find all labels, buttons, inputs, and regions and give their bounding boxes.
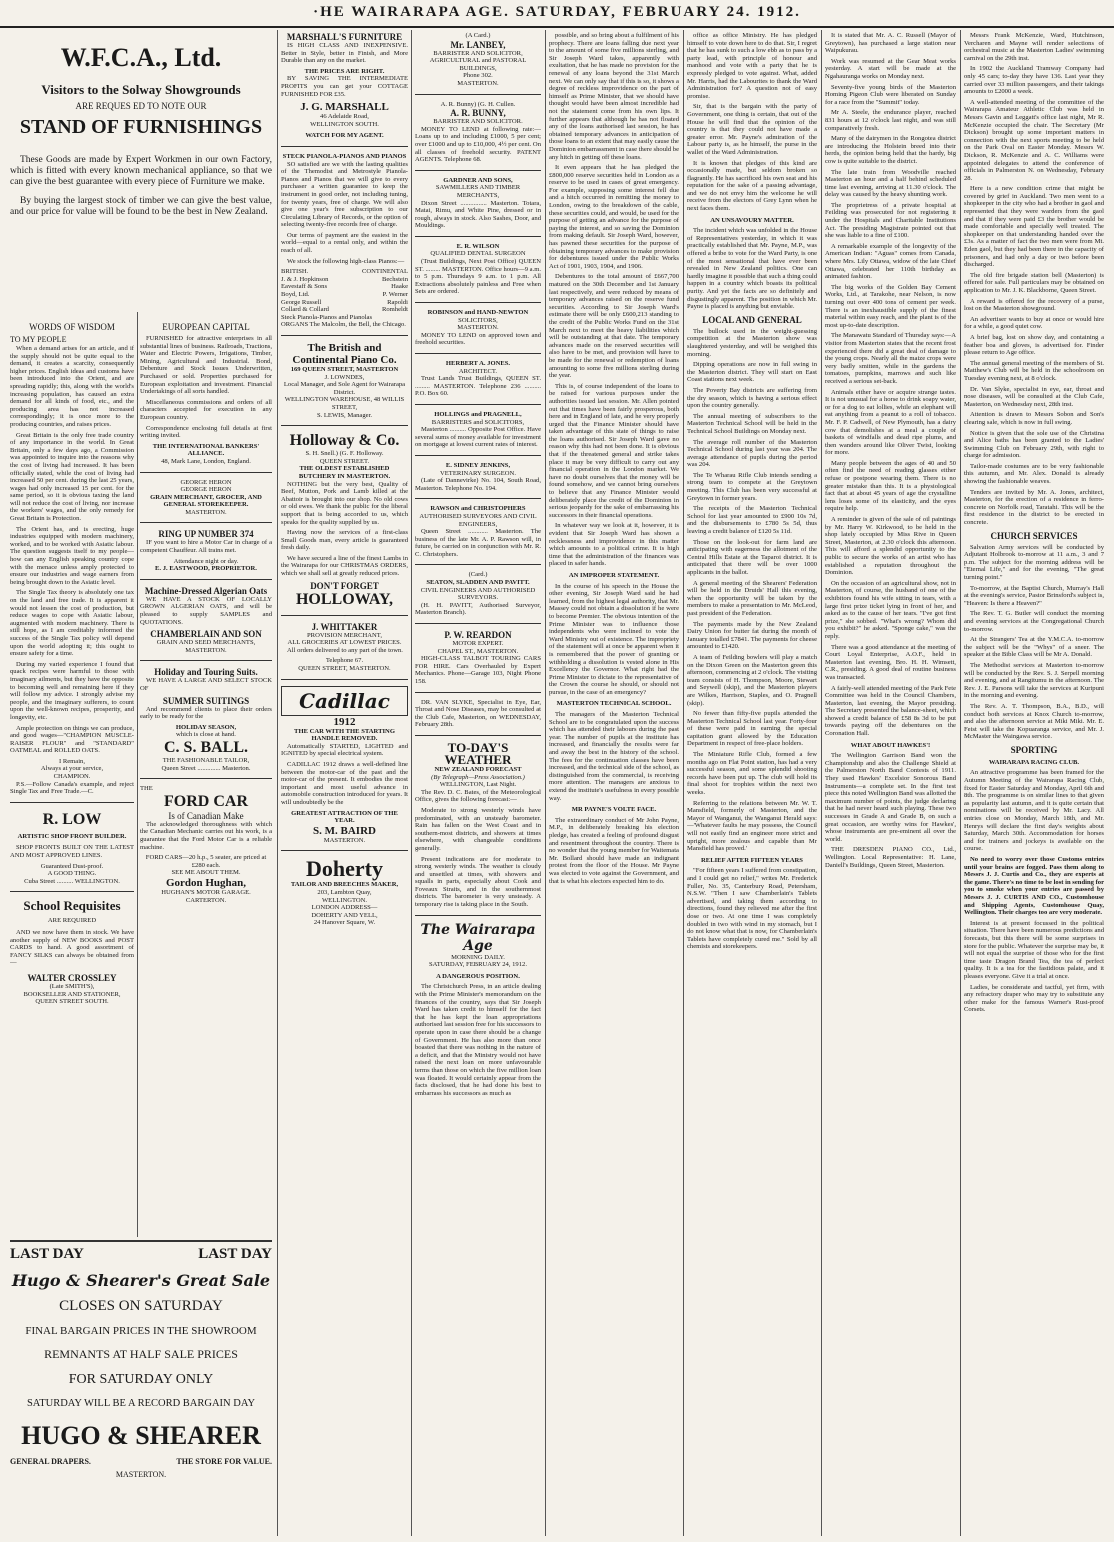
ford-see: SEE ME ABOUT THEM. [171,869,241,877]
piano-british: Boyd, Ltd. [281,291,310,299]
bunny: A. R. BUNNY, [450,108,506,119]
weather-p1: The Rev. D. C. Bates, of the Meteorological Office, gives the following forecast:— [415,788,541,804]
piano-continental: Rapoldi [387,298,408,306]
rawson-trade: AUTHORISED SURVEYORS AND CIVIL ENGINEERS, [419,512,537,528]
column-5 [549,32,679,1534]
c7-p12: Many people between the ages of 40 and 50 often find the need of reading glasses either refuse or postpone wearing them. There is no greater mistake than this. It is a physiological fact that at about 45 years of age the crystalline lens loses some of its elasticity, and the eyes require help. [825,459,956,513]
marshall-right: THE PRICES ARE RIGHT. [304,67,385,75]
unsavoury-title: AN UNSAVOURY MATTER. [710,216,794,224]
column-rule [683,30,684,1536]
piano-british: George Russell [281,298,322,306]
c8-p4: Here is a new condition crime that might be covered by grief in Auckland. Two men went to a shopkeeper in the city who had a brother in gaol and represented that they were warders from the gaol and that if they were paid £3 the brother would be made comfortable and specially well treated. The shopkeeper on that understanding handed over the £3s. As a matter of fact the two men were from Mt. Eden gaol, but they had been there in the capacity of prisoners, and had only a day or two before been discharged. [964,185,1104,269]
hughan-trade: HUGHAN'S MOTOR GARAGE. [161,888,251,896]
interest-p: Interest is at present focussed in the political situation. There have been numerous predictions and forecasts, but this there will be some surprises in store for the public. Whatever the surprise may be, it will not equal the surprise of those who for the first time taste Dragon Brand Tea, the tea of perfect quality. It is a tea for the fastidious palate, and it pleases everyone. Give it a trial at once. [964,919,1104,980]
paper-date: SATURDAY, FEBRUARY 24, 1912. [429,961,527,969]
seaton-card: (Card.) [468,571,488,579]
heron-1: GEORGE HERON [180,478,232,486]
local-p8: Those on the look-out for farm land are anticipating with eagerness the allotment of the Central Hills Estate at the Taparoi district. It is anticipated that there will be over 1000 applicants in the ballot. [687,538,817,576]
worry-p: No need to worry over those Customs entries until your brains are fogged. Pass them along to Messrs J. J. Curtis and Co., they are experts at the game. There's no time to be lost in sending for you to smoke when your entries are passed by Messrs J. J. CURTIS AND CO., Customhouse and Shipping Agents, Customhouse Quay, Wellington. Their charges too are very moderate. [964,856,1104,917]
words-salute: TO MY PEOPLE [10,335,67,344]
euro-bankers: THE INTERNATIONAL BANKERS' ALLIANCE. [152,442,260,458]
ladies-p: Ladies, be considerate and tactful, yet firm, with any refractory draper who may try to substitute any other make for the famous Warner's Rust-proof Corsets. [964,983,1104,1014]
local-p4: The annual meeting of subscribers to the Masterton Technical School will be held in the Technical School Buildings on Monday next. [687,412,817,435]
piano-row [281,276,408,284]
c5-p4: This is, of course independent of the loans to be raised for various purposes under the authorities issued last session. Mr. Allen pointed out that times have been fairly prosperous, both here and in England of late, and he very properly urged that the Finance Minister should have taken advantage of this state of things to raise the loans authorised. Sir Joseph Ward gave no reason why this had not been done. It is obvious that if the threatened general and strike takes place it may be very difficult to carry out any financial operation in the London market. We have no doubt ourselves that the money will be found somehow, and we cannot bring ourselves to believe that any Finance Minister would deliberately place the credit of the Dominion in serious jeopardy for the sake of embarrassing his successors in their financial operations. [549,382,679,519]
reardon-trade: MOTOR EXPERT. [452,640,504,648]
c5-p1: possible, and so bring about a fulfilment of his prophecy. There are loans falling due next year to the amount of some five millions sterling, and Sir Joseph Ward takes, apparently with exultation, that he has made no provision for the renewal of any loans beyond the 31st March next. We can only say that if this is so, it shows a degree of reckless improvidence on the part of himself as Prime Minister, that we should have thought would have been almost incredible had not the statement come from his own lips. It further appears that although he has not floated any of the loans authorised last session, he has obtained temporary advances in anticipation of those loans to an extent that may easily cause the Dominion embarrassment in case there should be any hitch in getting off these loans. [549,32,679,161]
reardon: P. W. REARDON [444,630,512,641]
words-p3: The Orient has, and is erecting, huge industries equipped with modern machinery, worked, and to be worked with Asiatic labour. The question suggests itself to my people— how can any English speaking country cope with the menace unless amply protected to ensure our industries and wage earners from being brought down to the Asiatic level. [10,525,134,586]
summer: SUMMER SUITINGS [162,695,250,706]
bcp-lowndes: J. LOWNDES, [324,373,365,381]
saturday-only: FOR SATURDAY ONLY [68,1372,214,1387]
local-p10: The payments made by the New Zealand Dairy Union for butter fat during the month of January totalled £7841. The payments for cheese amounted to £1420. [687,620,817,651]
seaton-trade: CIVIL ENGINEERS AND AUTHORISED SURVEYORS. [420,586,536,602]
paper-name: The Wairarapa Age [420,921,536,954]
rlow-title: R. LOW [42,810,102,828]
piano-continental: Bechstein [381,275,408,283]
hawkes-p: The Wellington Garrison Band won the Championship and also the Challenge Shield at the Palmerston North Band Contests of 1911. They used Hawkes' Excelsior Sonorous Band Instruments—a complete set. In the first test piece this noted Wellington Band was allotted the maximum number of points, the judge declaring that he had never heard such playing. These two successes in Grade A and Grade B, on such a great occasion, are worthy wins for Hawkes', whose instruments are pre-eminent all over the world. [825,752,956,843]
eastwood: E. J. EASTWOOD, PROPRIETOR. [155,565,257,573]
wilson-trade: QUALIFIED DENTAL SURGEON [430,250,526,258]
church-p5: The Methodist services at Masterton to-morrow will be conducted by the Rev. S. J. Serpell morning and evening, and at Rangitumu in the afternoon. The Rev. J. E. Parsons will take the services at Kuripuni in the morning and evening. [964,661,1104,700]
holloway-p: NOTHING but the very best, Quality of Beef, Mutton, Pork and Lamb killed at the Abattoir is brought into our shop. No old cows or old ewes. We thank the public for the liberal support that is being accorded to us, which speaks for the quality supplied by us. [281,480,408,526]
doherty-london: LONDON ADDRESS— [311,904,378,912]
payne-title: MR PAYNE'S VOLTE FACE. [571,806,657,814]
whittaker-tel: Telephone 67. [325,657,364,665]
ring-note: Attendance night or day. [173,557,239,565]
marshall-addr: 46 Adelaide Road, [320,113,369,121]
doherty-addr: 203, Lambton Quay, [317,888,372,896]
school-p: AND we now have them in stock. We have another supply of NEW BOOKS and POST CARDS to hand. A good assortment of FANCY SILKS can always be obtained from— [10,929,134,967]
euro-p2: Miscellaneous commissions and orders of all characters accepted for execution in any European country. [140,398,272,421]
close: which is close at hand. [176,731,236,739]
doherty-town: WELLINGTON. [321,896,368,904]
holiday-season: HOLIDAY SEASON, [175,723,237,731]
lanbey-phone: Phone 302. [463,72,493,80]
sidney-trade: VETERINARY SURGEON. [440,469,516,477]
column-6 [687,32,817,1534]
last-day-left: LAST DAY [10,1246,84,1262]
ball-trade: THE FASHIONABLE TAILOR, [162,756,250,764]
school-title: School Requisites [23,898,121,914]
mts-p: The managers of the Masterton Technical School are to be congratulated upon the success which has attended their labours during the past year. The number of pupils at the institute has increased, and financially the results were far and away the best in the history of the school. The fees for the continuation classes have been increased, and the technical side of the school, as distinguished from the commercial, is receiving more attention. The managers are anxious to extend the institute's usefulness in every possible way. [549,711,679,802]
column-3 [281,32,408,1534]
gardner-trade: SAWMILLERS AND TIMBER MERCHANTS, [435,184,521,199]
wilson: E. R. WILSON [456,242,500,250]
bcp-local: Local Manager, and Sole Agent for Wairarapa District. [283,381,406,396]
marshall-agent: WATCH FOR MY AGENT. [305,132,384,140]
hawkes-title: WHAT ABOUT HAWKES'! [850,741,931,749]
wfca-stand: STAND OF FURNISHINGS [19,116,263,138]
c5-p2: It even appears that he has pledged the £800,000 reserve securities held in London as a reserve to be used in cases of great emergency. For example, supposing some interest fell due and a hitch occurred in remitting the money to London, owing to the breakdown of the cable, these securities could, and would, be used for the purpose of getting an advance for the purpose of paying the interest, and so saving the Dominion from making default. Sir Joseph Ward, however, has pawned these securities for the purpose of obtaining temporary advances to make provision for debentures issued under the Public Works Act of 1901, 1903, 1904, and 1906. [549,164,679,270]
weather-press: (By Telegraph—Press Association.) [431,773,525,781]
robinson: ROBINSON and HAND-NEWTON [427,309,529,317]
sporting-title: SPORTING [1010,744,1058,755]
whittaker-orders: All orders delivered to any part of the town. [287,646,403,654]
gardner-p: Dixon Street ................ Masterton. Totara, Matai, Rimu, and White Pine, dressed or in rough, always in stock. Also Sashes, Door, and Mouldings. [415,199,541,230]
column-rule [137,312,138,1237]
hollings: HOLLINGS and PRAGNELL, [434,410,522,418]
lanbey: Mr. LANBEY, [450,39,506,50]
hugo-name: HUGO & SHEARER [21,1421,261,1450]
school-sub: ARE REQUIRED [47,917,97,925]
racing-p: An attractive programme has been framed for the Autumn Meeting of the Wairarapa Racing Club, fixed for Easter Saturday and Monday, April 6th and 8th. The programme is on similar lines to that given as popularity last autumn, and it is quite certain that nominations will be received by Mr. Lacy. All entries close on Monday, March 18th, and Mr. Henrys will declare the first day's weights about Saturday, March 30th. Accommodation for horses and for trainers and jockeys is available on the course. [964,769,1104,853]
c7-p15: There was a good attendance at the meeting of Court Loyal Enterprise, A.O.F., held in Masterton last evening, Bro. H. H. Wimsett, C.R., presiding. A good deal of routine business was transacted. [825,643,956,681]
piano-continental: Haake [391,283,408,291]
piano-continental: P. Werner [382,291,408,299]
c7-p11: Animals either have or acquire strange tastes. It is not unusual for a horse to drink soapy water, or for a dog to eat lollies, while an elephant will eat anything from a peanut to a roll of tobacco. Mr. F. P. Cadwell, of New Plymouth, has a dairy cow that demolishes at a meal a couple of baskets of windfalls and dead ripe plums, and then wanders around like Oliver Twist, looking for more. [825,388,956,457]
church-p1: Salvation Army services will be conducted by Adjutant Holbrook to-morrow at 11 a.m., 3 and 7 p.m. The subject for the morning address will be "Eternal Life," and for the evening, "The great turning point." [964,543,1104,581]
weather-title: TO-DAY'S WEATHER [444,739,512,767]
rlow-p: SHOP FRONTS BUILT ON THE LATEST AND MOST APPROVED LINES. [10,844,134,860]
bcp-lewis: S. LEWIS, Manager. [316,411,373,419]
local-p3: The Poverty Bay districts are suffering from the dry season, which is having a serious effect upon the country generally. [687,386,817,410]
words-title: WORDS OF WISDOM [29,322,115,332]
c7-p8: A remarkable example of the longevity of the American Indian: "Aguas" comes from Canada, where Mrs. Lily Ottawa, widow of the late Chief Ottawa, celebrated her 110th birthday as animated fashion. [825,242,956,281]
hollings-p: Masterton .......... Opposite Post Office. Have several sums of money available for investment on mortgage at lowest current rates of interest. [415,426,541,449]
holloway-street: QUEEN STREET. [319,457,370,465]
words-ps: P.S.—Follow Canada's example, and reject Single Tax and Free Trade.—C. [10,780,134,796]
bcp-warehouse: WELLINGTON WAREHOUSE, 48 WILLIS STREET, [284,396,405,411]
crossley-trade: BOOKSELLER AND STATIONER, [23,990,121,998]
card: (A Card.) [465,32,491,39]
c7-p10: The Manawatu Standard of Thursday says:—A visitor from Masterton states that the recent frost experienced there did a great deal of damage to the young crops. Nearly all the maize crops were very badly smitten, while in the gardens the tomatoes, pumpkins, marrows and such like received a serious set-back. [825,332,956,385]
marshall-town: WELLINGTON SOUTH. [310,120,379,128]
church-p4: At the Strangers' Tea at the Y.M.C.A. to-morrow the subject will be the "Whys" of a sneer. The speaker at the Bible Class will be Mr A. Donald. [964,636,1104,659]
words-p4: The Single Tax theory is absolutely one tax on the land and free trade. It is apparent it would not lessen the cost of production, but reduce wages to cope with Asiatic labour, augmented with modern machinery. There is still hope, as I am creditably informed the success of the Single Tax policy will depend upon the world adopting it; this ought to ensure safety for a time. [10,589,134,658]
jones-trade: ARCHITECT. [458,367,498,375]
unsavoury-p: The incident which was unfolded in the House of Representatives yesterday, in which it was practically established that Mr. Payne, M.P., was offered a bribe to vote for the Ward Party, is one of the most sensational that have ever been revealed in New Zealand politics. One can hardly imagine it possible that such a thing could happen in a country which boasts its political purity. And yet the facts are so definitely and disgustingly apparent. The position in which Mr. Payne is placed is anything but enviable. [687,227,817,311]
closes: CLOSES ON SATURDAY [59,1298,223,1314]
local-p13: The Miniature Rifle Club, formed a few months ago on Flat Point station, has had a very successful season, and some splendid shooting records have been put up. The club will hold its final shoot for trophies within the next two weeks. [687,751,817,797]
holloway-big: HOLLOWAY, [295,590,394,608]
wfca-p2: By buying the largest stock of timber we can give the best value, and our price for value will be found to be the best in New Zealand. [10,196,272,217]
church-p3: The Rev. T. G. Butler will conduct the morning and evening services at the Congregational Church to-morrow. [964,610,1104,633]
piano-british: Eavestaff & Sons [281,283,328,291]
c7-p3: Seventy-five young birds of the Masterton Homing Pigeon Club were liberated on Sunday for a race from the "Summit" today. [825,83,956,106]
column-2 [140,318,272,1237]
bunny-trade: BARRISTER AND SOLICITOR. [433,118,523,126]
ball: C. S. BALL. [163,738,249,756]
holloway-names: S. H. Snell.) (G. F. Holloway. [305,450,384,458]
church-p6: The Rev. A. T. Thompson, B.A., B.D., will conduct both services at Knox Church to-morrow, and also the afternoon service at Miki Miki. Mr. E. Feist will take the Kopuaranga service, and Mr. J. McMaster the Waingawa service. [964,702,1104,741]
marshall-title: MARSHALL'S FURNITURE [286,32,403,42]
seaton: SEATON, SLADDEN AND PAVITT. [426,579,530,587]
crossley-late: (Late SMITH'S), [49,982,95,990]
rlow-thing: A GOOD THING. [47,870,97,878]
wfca-advert [10,32,272,307]
hawkes-agent: THE DRESDEN PIANO CO., Ltd., Wellington. Local Representative: H. Lane, Daniell's Buildings, Queen Street, Masterton. [825,846,956,869]
local-p1: The bullock used in the weight-guessing competition at the Masterton show was slaughtered yesterday, and will be weighed this morning. [687,327,817,358]
c8-p9: The annual general meeting of the members of St. Matthew's Club will be held in the schoolroom on Tuesday evening next, at 8 o'clock. [964,359,1104,382]
local-p6: The Te Wharau Rifle Club intends sending a strong team to compete at the Greytown meeting. This Club has been very successful at Greytown in former years. [687,471,817,502]
c6-p2: Sir, that is the bargain with the party of Government, one thing is certain, that out of the House he will find that the opinion of the country is that they could not have made a greater error. Mr. Payne's admiration of the Labour party is, as he himself, the purse in the wallet of the Ward Administration. [687,103,817,156]
rlow-g: Guaranteed Dust-proof. [40,862,104,870]
lanbey-town: MASTERTON. [457,79,499,87]
c8-p6: A reward is offered for the recovery of a purse, lost on the Masterton showground. [964,297,1104,313]
robinson-town: MASTERTON. [457,324,499,332]
column-rule [411,30,412,1536]
robinson-p: MONEY TO LEND on approved town and freehold securities. [415,331,541,347]
c7-p1: It is stated that Mr. A. C. Russell (Mayor of Greytown), has purchased a large station near Waipukurau. [825,32,956,55]
wfca-req: ARE REQUES ED TO NOTE OUR [75,101,207,111]
church-p2: To-morrow, at the Baptist Church, Murray's Hall at the evening's service, Pastor Brinsford's subject is, "Heaven: Is there a Heaven?" [964,584,1104,607]
steck-p: SO satisfied are we with the lasting qualities of the Themodist and Metrostyle Pianola-Pianos and Pianos that we will give to every purchaser a written guarantee to keep the instrument in good order, not including tuning, for twenty years, free of charge. We will also give one year's free subscription to our Circulating Library of Records, or the option of selecting twenty-five records free of charge. [281,160,408,229]
c8-p2: In 1902 the Auckland Tramway Company had only 45 cars; to-day they have 136. Last year they carried over 33 million passengers, and their takings amounts to £2000 a week. [964,65,1104,96]
local-p9: A general meeting of the Shearers' Federation will be held in the Druids' Hall this evening, when the opportunity will be taken by the members to make a presentation to Mr. McLeod, past president of the Federation. [687,579,817,617]
record: SATURDAY WILL BE A RECORD BARGAIN DAY [26,1398,256,1409]
c8-p13: Tailor-made costumes are to be very fashionable this autumn, and Mr. Alex. Donald is already showing the fashionable weaves. [964,462,1104,486]
c7-p9: The big works of the Golden Bay Cement Works, Ltd., at Tarakohe, near Nelson, is now turning out over 400 tons of cement per week. There is an inexhaustible supply of the finest material within easy reach, and the plant is of the most up-to-date description. [825,283,956,329]
wfca-p1: These Goods are made by Expert Workmen in our own Factory, which is fitted with every known mechanical appliance, so that we can give the best guarantee with every piece of Furniture we make. [10,155,272,187]
baird: S. M. BAIRD [313,824,376,837]
reardon-p: HIGH-CLASS TALBOT TOURING CARS FOR HIRE. Cars Overhauled by Expert Mechanics. Phone—Garage 103, Night Phone 158. [415,655,541,685]
piano-continental: Romheldt [381,306,408,314]
summer-p2: And recommend clients to place their orders early to be ready for the [140,705,272,721]
words-p2: Great Britain is the only free trade country of any importance in the world. In Great Britain, only a few days ago, a Commission was appointed to inquire into the reasons why the cost of living had increased. It has been officially stated, while the cost of living had increased 50 per cent. during the last 25 years, wages had only increased 15 per cent. for the same period, so it is obvious taxing the land will not reduce the cost of living, nor increase the workers' wages, and the only remedy for Great Britain is Protection. [10,431,134,523]
oats-title: Machine-Dressed Algerian Oats [144,585,268,596]
steck-cont: CONTINENTAL [362,268,408,276]
piano-row [281,291,408,299]
words-p5: During my varied experience I found that quack recipes were harmful to those with imaginary ailments, but they have the opposite to becoming well and remaining here if they will follow my advice. I strongly advise my people, and the imaginary sufferers, to count upon the well-known recipes, prosperity, and longevity, etc. [10,660,134,721]
seaton-p: (H. H. PAVITT, Authorised Surveyor, Masterton Branch). [415,601,541,617]
cadillac-logo: Cadillac [281,686,408,716]
steck-brit: BRITISH. [281,268,309,276]
column-8 [964,32,1104,1534]
chamberlain-town: MASTERTON. [185,646,227,654]
c7-p5: Many of the dairymen in the Rongotea district are introducing the Holstein breed into their herds, the opinion being held that the hardy, big cow is quite suitable to the district. [825,135,956,165]
heron-2: GEORGE HERON [180,486,232,494]
forget: DON'T FORGET [310,580,379,591]
euro-p3: Correspondence enclosing full details at first writing invited. [140,424,272,440]
ford-the: THE [140,785,153,793]
column-7 [825,32,956,1534]
c8-p1: Messrs Frank McKenzie, Ward, Hutchinson, Vercharen and Mayne will render selections of orchestral music at the Masterton Ladies' swimming carnival on the 29th inst. [964,32,1104,62]
cadillac-year: 1912 [333,715,356,728]
jones: HERBERT A. JONES. [445,360,511,367]
c8-p10: Dr. Van Slyke, specialist in eye, ear, throat and nose diseases, will be consulted at the Club Cafe, Masterton, on Wednesday next, 28th inst. [964,385,1104,408]
crossley-addr: QUEEN STREET SOUTH. [35,998,109,1006]
reardon-street: CHAPEL ST., MASTERTON. [437,647,519,655]
masthead: ·HE WAIRARAPA AGE. SATURDAY, FEBRUARY 24. 1912. [0,0,1114,28]
c8-p11: Attention is drawn to Messrs Sobon and Son's clearing sale, which is now in full swing. [964,411,1104,426]
wfca-sub: Visitors to the Solway Showgrounds [41,82,241,97]
steck-p2: Our terms of payment are the easiest in the world—equal to a rental only, and within the reach of all. [281,231,408,255]
local-title: LOCAL AND GENERAL [702,314,802,325]
gardner: GARDNER AND SONS, [443,176,513,184]
holloway-oldest: THE OLDEST ESTABLISHED BUTCHERY IN MASTERTON. [298,465,391,480]
steck-stock: We stock the following high-class Pianos:— [287,257,405,265]
weather-p3: Present indications are for moderate to strong westerly winds. The weather is cloudy and unsettled at times, with showers and squalls in parts, especially about Cook and Foveaux Straits, and in the southernmost districts. The barometer is very unsteady. A temporary rise is taking place in the South. [415,855,541,909]
ford-title: FORD CAR [164,792,248,810]
whittaker: J. WHITTAKER [311,621,378,632]
holloway-p2: Having now the services of a first-class Small Goods man, every article is guaranteed fresh daily. [281,529,408,552]
danger-title: A DANGEROUS POSITION. [436,972,520,980]
payne-p: The extraordinary conduct of Mr John Payne, M.P., in deliberately breaking his election pledge, has created a feeling of profound disgust and resentment throughout the country. There is no wonder that the young member for Waitemata Mr. Bollard should have made an indignant protest from the floor of the House. Mr Payne was elected to vote against the Government, and that is what his electors expected him to do. [549,816,679,885]
relief-p: "For fifteen years I suffered from constipation, and I could get no relief," writes Mr. Frederick Fuller, No. 35, Canterbury Road, Petersham, N.S.W. "Then I saw Chamberlain's Tablets advertised, and taking them according to directions, found they relieved me after the first dose or two. At one time I was completely doubled in two with wind in my stomach, but I do not know what that is now, for Chamberlain's Tablets have completely cured me." Sold by all chemists and storekeepers. [687,867,817,951]
bcp-title: The British and Continental Piano Co. [292,342,397,366]
remnants: REMNANTS AT HALF SALE PRICES [44,1347,238,1361]
relief-title: RELIEF AFTER FIFTEEN YEARS [701,856,803,864]
whittaker-trade: PROVISION MERCHANT, [307,631,382,639]
piano-row [281,283,408,291]
holloway-title: Holloway & Co. [289,432,400,450]
c8-p7: An advertiser wants to buy at once or would hire for a while, a good quiet cow. [964,315,1104,331]
improper-p: In the course of his speech in the House the other evening, Sir Joseph Ward said he had learned, from the highest legal authority, that Mr. Massey could not obtain a dissolution if he were to become Premier. The obvious intention of the Prime Minister was to influence those independents who were inclined to vote the Ward Ministry out of existence. The impropriety of the statement will at once be apparent when it is remembered that the power of granting or withholding a dissolution is vested alone in His Excellency the Governor. What right had the Prime Minister to dictate to the representative of the Crown the course he should, or should not pursue, in the case of an emergency? [549,582,679,696]
column-rule [277,30,278,1536]
heron-town: MASTERTON. [185,508,227,516]
column-rule [960,30,961,1536]
c8-p8: A brief bag, lost on show day, and containing a feather boa and gloves, is advertised for. Finder please return to Age office. [964,333,1104,357]
c7-p7: The proprietress of a private hospital at Feilding was prosecuted for not registering it under the Hospitals and Charitable Institutions Act. The presiding Magistrate pointed out that she was liable to a fine of £100. [825,201,956,240]
great-sale: Hugo & Shearer's Great Sale [11,1271,271,1290]
chamberlain-trade: GRAIN AND SEED MERCHANTS, [156,639,256,647]
ford-sub: Is of Canadian Make [168,810,244,821]
column-rule [545,30,546,1536]
doherty-trade: TAILOR AND BREECHES MAKER, [290,881,399,889]
euro-p1: FURNISHED for attractive enterprises in all substantial lines of business. Railroads, Tractions, Water and Electric Powers, Irrigations, Timber, Mining, Agricultural and Industrial. Bond, Debenture and Stock Issues Underwritten, Purchased or sold. Properties purchased for European exploitation and investment. Financial Undertakings of all sorts handled. [140,335,272,396]
sidney: E. SIDNEY JENKINS, [445,461,511,469]
c8-p14: Tenders are invited by Mr. A. Jones, architect, Masterton, for the erection of a residence in ferro-concrete on Norfolk road, Taratahi. This will be the first residence in the district to be erected in concrete. [964,488,1104,527]
piano-list [281,276,408,314]
cadillac-handle: THE CAR WITH THE STARTING HANDLE REMOVED. [294,727,395,743]
rlow-sub: ARTISTIC SHOP FRONT BUILDER. [17,832,127,840]
piano-row [281,299,408,307]
local-p7: The receipts of the Masterton Technical School for last year amounted to £900 10s 7d, and the disbursements to £780 5s 5d, thus leaving a credit balance of £120 5s 11d. [687,505,817,536]
church-title: CHURCH SERVICES [990,530,1078,541]
marshall-saving: BY SAVING THE INTERMEDIATE PROFITS you can get your COTTAGE FURNISHED FOR £35. [281,75,408,98]
tag-right: THE STORE FOR VALUE. [176,1457,272,1466]
sidney-p: (Late of Dannevirke) No. 104, South Road, Masterton. Telephone No. 194. [415,477,541,492]
hughan-town: CARTERTON. [185,896,227,904]
c6-p1: office as office Ministry. He has pledged himself to vote down here to do that. Sir, I regret that he has sunk to such a low ebb as to pass by a party lead, with principle of honour and manhood and vote with a party that he is expressly pledged to vote against. What, added Mr. Harris, had the Labourites to thank the Ward Administration for? A question not of easy promise. [687,32,817,100]
steck-organs: ORGANS The Malcolm, the Bell, the Chicago. [281,321,406,329]
words-sign: CHAMPION. [53,773,91,781]
slyke: DR. VAN SLYKE, Specialist in Eye, Ear, Throat and Nose Diseases, may be consulted at the Club Cafe, Masterton, on WEDNESDAY, February 28th. [415,698,541,729]
paper-sub: MORNING DAILY. [451,953,505,961]
lanbey-trade: BARRISTER AND SOLICITOR, AGRICULTURAL and PASTORAL BUILDINGS, [429,49,527,72]
local-p2: Dipping operations are now in full swing in the Masterton district. They will start on East Coast stations next week. [687,361,817,384]
cadillac-attr: GREATEST ATTRACTION OF THE YEAR. [291,809,398,825]
bunny-p: MONEY TO LEND at following rate:—Loans up to and including £1000, 5 per cent; over £1000 and up to £10,000, 4½ per cent. On all classes of freehold security. PATENT AGENTS. Telephone 68. [415,125,541,164]
crossley-name: WALTER CROSSLEY [27,972,117,983]
c7-p16: A fairly-well attended meeting of the Park Fete Committee was held in the Council Chambers, Masterton, last evening, the Mayor presiding. The Secretary presented the balance-sheet, which showed a credit balance of £58 8s 3d to be put towards paying off the debentures on the Coronation Hall. [825,684,956,738]
euro-addr: 48, Mark Lane, London, England. [161,457,251,465]
ring-title: RING UP NUMBER 374 [158,529,254,540]
steck-title: STECK PIANOLA-PIANOS AND PIANOS [282,152,407,160]
c8-p3: A well-attended meeting of the committee of the Wairarapa Amateur Athletic Club was held in Messrs Gavin and Leggatt's office last night, Mr R. McKenzie occupied the chair. The Secretary (Mr Dickson) brought up some important matters in connection with the next sports meeting to be held on the Park Oval on Easter Monday. Messrs W. Dickson, R. McKenzie and A. C. Williams were appointed delegates to attend the conference of officials in Palmerston N. on Wednesday, February 28. [964,98,1104,182]
words-p6: Ample protection on things we can produce, and good wages—"CHAMPION MUSCLE-RAISER FLOUR" and "STANDARD" OATMEAL and ROLLED OATS. [10,724,134,755]
hugo-shearer-advert [10,1240,272,1537]
bunny-names: A. R. Bunny) (G. H. Cullen. [440,100,516,108]
local-p12: No fewer than fifty-five pupils attended the Masterton Technical School last year. Forty-four of these were paid in earning the special capitation grant allowed by the Education Department in respect of free-place holders. [687,710,817,748]
mts-title: MASTERTON TECHNICAL SCHOOL. [556,700,672,708]
c8-p5: The old fire brigade station bell (Masterton) is offered for sale. Full particulars may be obtained on application to Mr. J. K. Blackborne, Queen Street. [964,271,1104,294]
ford-p: The acknowledged thoroughness with which the Canadian Mechanic carries out his work, is a guarantee that the Ford Motor Car is a reliable machine. [140,820,272,851]
c5-p3: Debentures to the total amount of £667,700 matured on the 30th December and 1st January last respectively, and were reduced by means of temporary advances raised on the reserve fund securities. According to Sir Joseph Ward's estimate there will be only £600,213 standing to the credit of the Public Works Fund on the 31st March next to meet the heavy liabilities which will be outstanding at that date. The temporary advances made on the reserved securities will also have to be met, and provision will have to be made for the renewal or redemption of loans amounting to some five millions sterling during the year. [549,273,679,380]
hugo-town: MASTERTON. [115,1470,167,1479]
ring-p: IF you want to hire a Motor Car in charge of a competent Chauffeur. All trains met. [140,539,272,555]
marshall-name: J. G. MARSHALL [300,101,389,114]
euro-title: EUROPEAN CAPITAL [162,322,250,332]
whittaker-lowest: ALL GROCERIES AT LOWEST PRICES. [287,639,402,647]
c7-p4: Mr A. Steele, the endurance player, reached 831 hours at 12 o'clock last night, and was still comparatively fresh. [825,109,956,132]
chamberlain: CHAMBERLAIN AND SON [150,629,262,640]
jones-p: Trust Lands Trust Buildings, QUEEN ST. ......... MASTERTON. Telephone 236 .......... P.O. Box 60. [415,375,541,398]
danger-p: The Christchurch Press, in an article dealing with the Prime Minister's memorandum on the finances of the country, says that Sir Joseph Ward has taken credit to himself for the fact that he has kept the loan appropriations authorised last session free for his successors to operate upon in case there should be a change of Government. He has also more than once boasted that there was nothing in the nature of a deficit, and that the Ministry would not have raised the next loan on more unfavourable terms than those on which the five million loan was floated. It would certainly appear from the facts disclosed, that he had done his best to embarrass his successors as much as [415,983,541,1097]
improper-title: AN IMPROPER STATEMENT. [568,571,660,579]
rlow-addr: Cuba Street .......... WELLINGTON. [24,877,120,885]
rawson-p: Queen Street ............ Masterton. The business of the late Mr. A. P. Rawson will, in future, be carried on in conjunction with Mr. R. C. Christophers. [415,528,541,558]
weather-sub: NEW ZEALAND FORECAST [434,765,522,773]
doherty-hanover: 24 Hanover Square, W. [313,919,376,927]
robinson-trade: SOLICITORS, [458,316,498,324]
c6-p3: It is known that pledges of this kind are occasionally made, but seldom broken so flagrantly. He has sacrificed his own seat and his reputation for the sake of a passing advantage, and we do not envy him the welcome he will receive from the electors of Grey Lynn when he next faces them. [687,159,817,213]
words-p1: When a demand arises for an article, and if the supply should not be quite equal to the demand, it creates a scarcity, consequently higher prices. English ideas and customs have been introduced into the Orient, and are spreading rapidly; this, along with the world's increasing population, has caused an extra demand for all kinds of food, etc., and the producing area has not increased correspondingly; it is once more to the producing countries, and raises prices. [10,345,134,428]
local-p5: The average roll number of the Masterton Technical School during last year was 204. The average attendance of pupils during the period was 204. [687,438,817,469]
local-p11: A team of Feilding bowlers will play a match on the Dixon Green on the Masterton green this afternoon, commencing at 2 o'clock. The visiting team consists of H. Thompson, Moore, Stewart and Seywell (skip), and the Masterton players are Wilkes, Harrison, Staples, and O. Pragnell (skip). [687,653,817,707]
ford-price: FORD CARS—20 h.p., 5 seater, are priced at £280 each. [145,854,267,869]
heron-trade: GRAIN MERCHANT, GROCER, AND GENERAL STOREKEEPER. [150,493,262,509]
doherty: Doherty [306,856,383,882]
marshall-p: IS HIGH CLASS AND INEXPENSIVE. Better in Style, better in Finish, and More Durable than any on the market. [281,42,408,65]
words-always: Always at your service, [40,765,104,773]
c7-p14: On the occasion of an agricultural show, not in Masterton, of course, the husband of one of the exhibitors found his wife sitting in tears, with a large first prize ticket lying in front of her, and asked as to the cause of her tears. "I've got first prize," she sobbed. "What's wrong? Whom did you exhibit?" he asked. "Sponge cake," was the reply. [825,579,956,640]
wilson-p: (Trust Buildings, Next Post Office) QUEEN ST. ......... MASTERTON. Office hours—9 a.m. to 5 p.m. Thursdays 9 a.m. to 1 p.m. All Extractions absolutely painless and Free when Sets are ordered. [415,258,541,296]
baird-town: MASTERTON. [323,836,366,844]
bcp-addr: 169 QUEEN STREET, MASTERTON [290,366,399,373]
hollings-trade: BARRISTERS and SOLICITORS, [431,418,525,426]
weather-p2: Moderate to strong westerly winds have predominated, with an unsteady barometer. Rain has fallen on the West Coast and in southern-most districts, and showers at times elsewhere, with changeable conditions generally. [415,806,541,852]
c5-p5: In whatever way we look at it, however, it is evident that Sir Joseph Ward has shown a recklessness and improvidence in this matter which amounts to a political crime. It is high time that the administration of the finances was placed in safer hands. [549,522,679,568]
whittaker-addr: QUEEN STREET, MASTERTON. [298,665,391,673]
steck-steck: Steck Pianola-Pianos and Pianolas [281,313,373,321]
piano-british: Collard & Collard [281,306,329,314]
cadillac-p: CADILLAC 1912 draws a well-defined line between the motor-car of the past and the motor-car of the present. It embodies the most important and most useful advance in automobile construction introduced for years. It will undoubtedly be the [281,761,408,806]
holiday: Holiday and Touring Suits. [154,667,258,678]
c7-p13: A reminder is given of the sale of oil paintings by Mr. Harry W. Kirkwood, to be held in the shop lately occupied by Miss Rive in Queen Street, Masterton, at 2.30 o'clock this afternoon. This will afford a splendid opportunity to the public to secure the works of an artist who has established a reputation throughout the Dominion. [825,516,956,577]
c7-p6: The late train from Woodville reached Masterton an hour and a half behind scheduled time last evening, arriving at 11.30 o'clock. The delay was caused by the heavy shunting work. [825,168,956,199]
column-rule [821,30,822,1536]
racing-title: WAIRARAPA RACING CLUB. [988,758,1080,766]
wfca-title: W.F.C.A., Ltd. [60,43,222,72]
holloway-p3: We have secured a line of the finest Lambs in the Wairarapa for our CHRISTMAS ORDERS, which we shall sell at greatly reduced prices. [281,554,408,578]
doherty-yell: DOHERTY AND YELL, [311,911,378,919]
cadillac-auto: Automatically STARTED, LIGHTED and IGNITED by special electrical system. [281,742,408,758]
final: FINAL BARGAIN PRICES IN THE SHOWROOM [25,1325,257,1337]
c8-p12: Notice is given that the sole use of the Christina and Alice baths has been granted to the Ladies' Swimming Club on February 29th, with right to charge for admission. [964,429,1104,460]
rawson: RAWSON and CHRISTOPHERS [430,505,526,513]
column-4 [415,32,541,1534]
tag-left: GENERAL DRAPERS. [10,1457,91,1466]
c7-p2: Work was resumed at the Gear Meat works yesterday. A start will be made at the Ngahauranga works on Monday next. [825,57,956,80]
words-remain: I Remain, [58,757,85,765]
summer-p: WE HAVE A LARGE AND SELECT STOCK OF [140,677,272,692]
piano-row [281,306,408,314]
last-day-right: LAST DAY [198,1246,272,1262]
ball-addr: Queen Street .............. Masterton. [161,764,251,772]
piano-british: J. & J. Hopkinson [281,275,329,283]
oats-p: WE HAVE A STOCK OF LOCALLY GROWN ALGERIAN OATS, and will be pleased to supply SAMPLES and QUOTATIONS. [140,595,272,626]
local-p14: Referring to the relations between Mr. W. T. Mansfield, formerly of Masterton, and the Mayor of Wanganui, the Wanganui Herald says:—'Whatever faults he may possess, the Council will not easily find an engineer more strict and upright, more zealous and capable than Mr Mansfield has proved.' [687,799,817,853]
hughan: Gordon Hughan, [165,876,247,889]
weather-dateline: WELLINGTON, Last Night. [439,781,517,789]
